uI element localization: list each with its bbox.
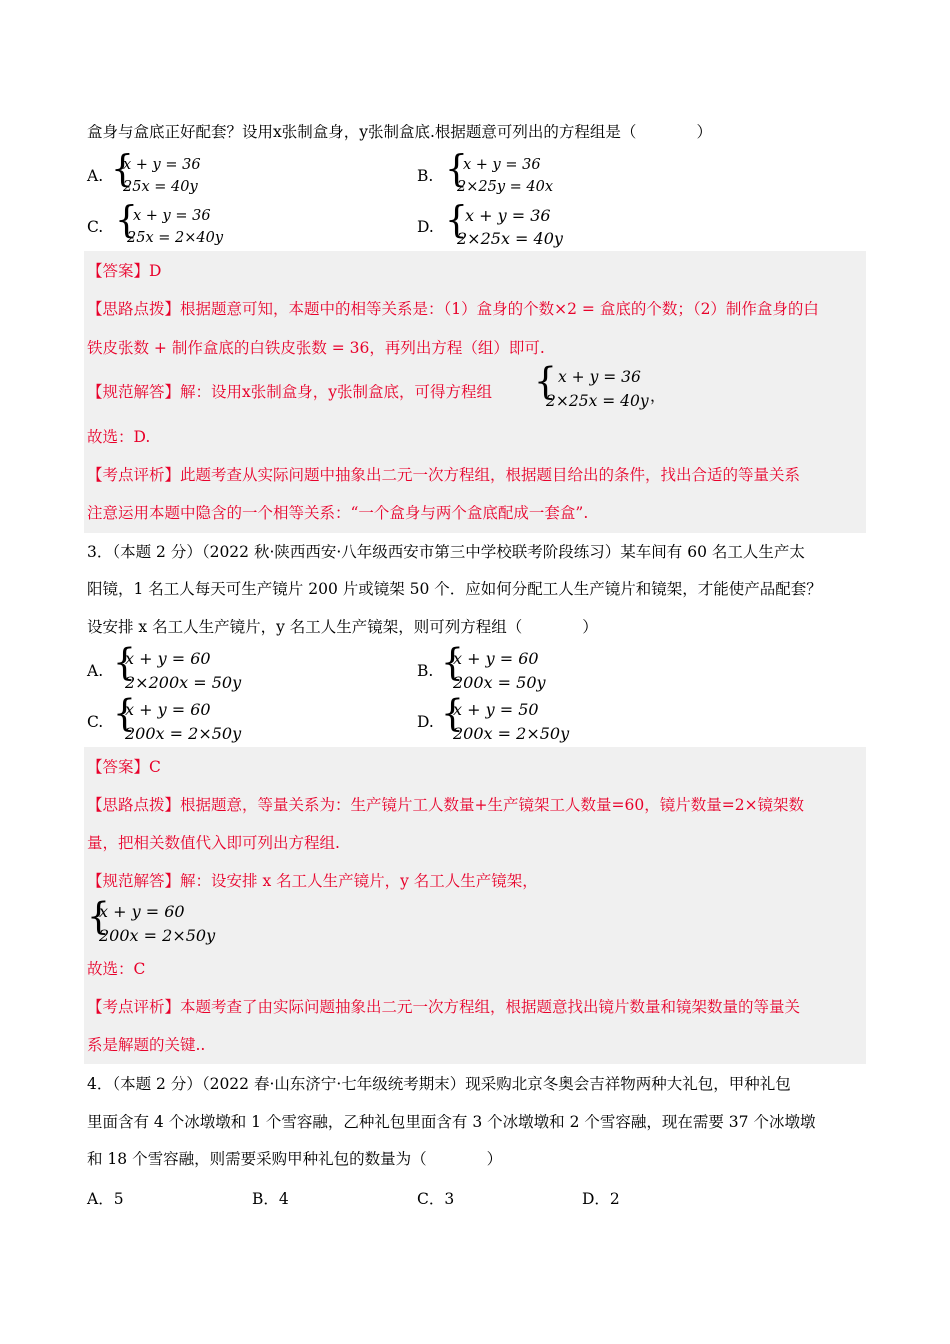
equation-2: 200x = 2×50y <box>125 724 242 743</box>
hint-text: 根据题意，等量关系为：生产镜片工人数量+生产镜架工人数量=60，镜片数量=2×镜架数 <box>180 796 805 814</box>
equation-system <box>111 147 281 198</box>
equation-system <box>441 692 621 747</box>
q2-option-a[interactable] <box>87 147 287 198</box>
equation-2: 200x = 2×50y <box>99 926 216 945</box>
q2-solution-line <box>87 381 492 403</box>
q2-review-line-2: 注意运用本题中隐含的一个相等关系：“一个盒身与两个盒底配成一套盒”. <box>87 504 589 522</box>
option-label: D. <box>417 713 434 731</box>
equation-2: 25x = 2×40y <box>127 230 224 246</box>
q4-option-b[interactable]: B．4 <box>252 1190 289 1208</box>
q3-solution-line <box>87 870 538 892</box>
equation-1: x + y = 50 <box>453 700 539 719</box>
q3-choose-line: 故选：C <box>87 960 146 978</box>
q2-option-b[interactable] <box>417 147 637 198</box>
option-label: B. <box>417 167 434 185</box>
solution-text: 解：设用x张制盒身，y张制盒底，可得方程组 <box>180 383 493 401</box>
solution-tag: 【规范解答】 <box>87 872 181 890</box>
brace-symbol: { <box>113 641 136 685</box>
q3-stem-line-1: 3．（本题 2 分）（2022 秋·陕西西安·八年级西安市第三中学校联考阶段练习）某车间有 60 名工人生产太 <box>87 543 805 561</box>
option-label: D. <box>417 218 434 236</box>
equation-2: 200x = 50y <box>453 673 546 692</box>
answer-tag: 【答案】 <box>87 758 150 776</box>
answer-tag: 【答案】 <box>87 262 150 280</box>
solution-text: 解：设安排 x 名工人生产镜片，y 名工人生产镜架， <box>180 872 538 890</box>
equation-1: x + y = 36 <box>463 157 541 173</box>
q3-stem-line-3 <box>87 616 598 638</box>
solution-tag: 【规范解答】 <box>87 383 181 401</box>
hint-text: 根据题意可知，本题中的相等关系是：（1）盒身的个数×2 = 盒底的个数；（2）制作盒身的白 <box>180 300 819 318</box>
q4-stem-line-1: 4．（本题 2 分）（2022 春·山东济宁·七年级统考期末）现采购北京冬奥会吉祥物两种大礼包，甲种礼包 <box>87 1075 791 1093</box>
equation-2: 200x = 2×50y <box>453 724 570 743</box>
hint-tag: 【思路点拨】 <box>87 300 181 318</box>
brace-symbol: { <box>441 641 464 685</box>
equation-1: x + y = 36 <box>123 157 201 173</box>
equation-system <box>441 641 621 696</box>
q3-stem-line-2: 阳镜，1 名工人每天可生产镜片 200 片或镜架 50 个．应如何分配工人生产镜片和镜架，才能使产品配套？ <box>87 580 822 598</box>
equation-2: 2×25x = 40y <box>457 229 563 248</box>
review-tag: 【考点评析】 <box>87 466 181 484</box>
q4-stem-line-2: 里面含有 4 个冰墩墩和 1 个雪容融，乙种礼包里面含有 3 个冰墩墩和 2 个雪容融，现在需要 37 个冰墩墩 <box>87 1113 816 1131</box>
equation-2: 2×200x = 50y <box>125 673 242 692</box>
review-text: 本题考查了由实际问题抽象出二元一次方程组，根据题意找出镜片数量和镜架数量的等量关 <box>180 998 801 1016</box>
answer-value: D <box>149 262 162 280</box>
review-text: 此题考查从实际问题中抽象出二元一次方程组，根据题目给出的条件，找出合适的等量关系 <box>180 466 801 484</box>
q3-hint-line-2: 量，把相关数值代入即可列出方程组. <box>87 834 340 852</box>
equation-system <box>445 198 625 251</box>
q4-option-c[interactable]: C．3 <box>417 1190 455 1208</box>
q2-solution-comma: ， <box>650 387 666 405</box>
equation-1: x + y = 36 <box>465 206 551 225</box>
option-label: A. <box>87 662 104 680</box>
equation-1: x + y = 36 <box>133 208 211 224</box>
q4-stem-text: 和 18 个雪容融，则需要采购甲种礼包的数量为（ <box>87 1150 427 1168</box>
q2-stem-close: ） <box>696 123 712 141</box>
option-label: A. <box>87 167 104 185</box>
q2-stem <box>87 121 712 143</box>
equation-1: x + y = 60 <box>125 649 211 668</box>
brace-symbol: { <box>445 198 468 242</box>
brace-symbol: { <box>115 198 138 242</box>
option-label: C. <box>87 218 104 236</box>
q3-answer-line <box>87 756 161 778</box>
equation-1: x + y = 60 <box>453 649 539 668</box>
q2-choose-line: 故选：D. <box>87 428 151 446</box>
q2-hint-line-2: 铁皮张数 + 制作盒底的白铁皮张数 = 36，再列出方程（组）即可. <box>87 339 545 357</box>
hint-tag: 【思路点拨】 <box>87 796 181 814</box>
brace-symbol: { <box>113 692 136 736</box>
brace-symbol: { <box>441 692 464 736</box>
option-label: C. <box>87 713 104 731</box>
q4-option-a[interactable]: A．5 <box>87 1190 124 1208</box>
equation-system <box>113 641 293 696</box>
brace-symbol: { <box>445 147 468 191</box>
review-tag: 【考点评析】 <box>87 998 181 1016</box>
brace-symbol: { <box>111 147 134 191</box>
option-label: B. <box>417 662 434 680</box>
answer-value: C <box>149 758 161 776</box>
q3-option-a[interactable] <box>87 641 307 694</box>
q3-review-line-1 <box>87 996 800 1018</box>
q2-stem-text: 盒身与盒底正好配套？设用x张制盒身，y张制盒底.根据题意可列出的方程组是（ <box>87 123 637 141</box>
brace-symbol: { <box>534 360 557 404</box>
q2-answer-line <box>87 260 161 282</box>
q2-review-line-1 <box>87 464 800 486</box>
q3-review-line-2: 系是解题的关键.. <box>87 1036 206 1054</box>
equation-2: 2×25y = 40x <box>457 179 554 195</box>
q3-option-d[interactable] <box>417 692 637 745</box>
equation-system <box>115 198 295 249</box>
brace-symbol: { <box>87 895 110 939</box>
equation-1: x + y = 60 <box>125 700 211 719</box>
q2-hint-line-1 <box>87 298 819 320</box>
q2-option-d[interactable] <box>417 198 637 249</box>
equation-1: x + y = 36 <box>558 368 641 386</box>
equation-1: x + y = 60 <box>99 902 185 921</box>
equation-2: 2×25x = 40y <box>546 392 649 410</box>
q4-stem-line-3 <box>87 1148 502 1170</box>
q3-stem-text: 设安排 x 名工人生产镜片，y 名工人生产镜架，则可列方程组（ <box>87 618 523 636</box>
q3-stem-close: ） <box>582 618 598 636</box>
q4-stem-close: ） <box>486 1150 503 1168</box>
q3-hint-line-1 <box>87 794 804 816</box>
q2-option-c[interactable] <box>87 198 307 249</box>
q4-option-d[interactable]: D．2 <box>582 1190 620 1208</box>
equation-2: 25x = 40y <box>123 179 198 195</box>
q3-solution-system <box>87 895 267 950</box>
equation-system <box>113 692 293 747</box>
q3-option-c[interactable] <box>87 692 307 745</box>
equation-system <box>445 147 625 198</box>
q3-option-b[interactable] <box>417 641 637 694</box>
